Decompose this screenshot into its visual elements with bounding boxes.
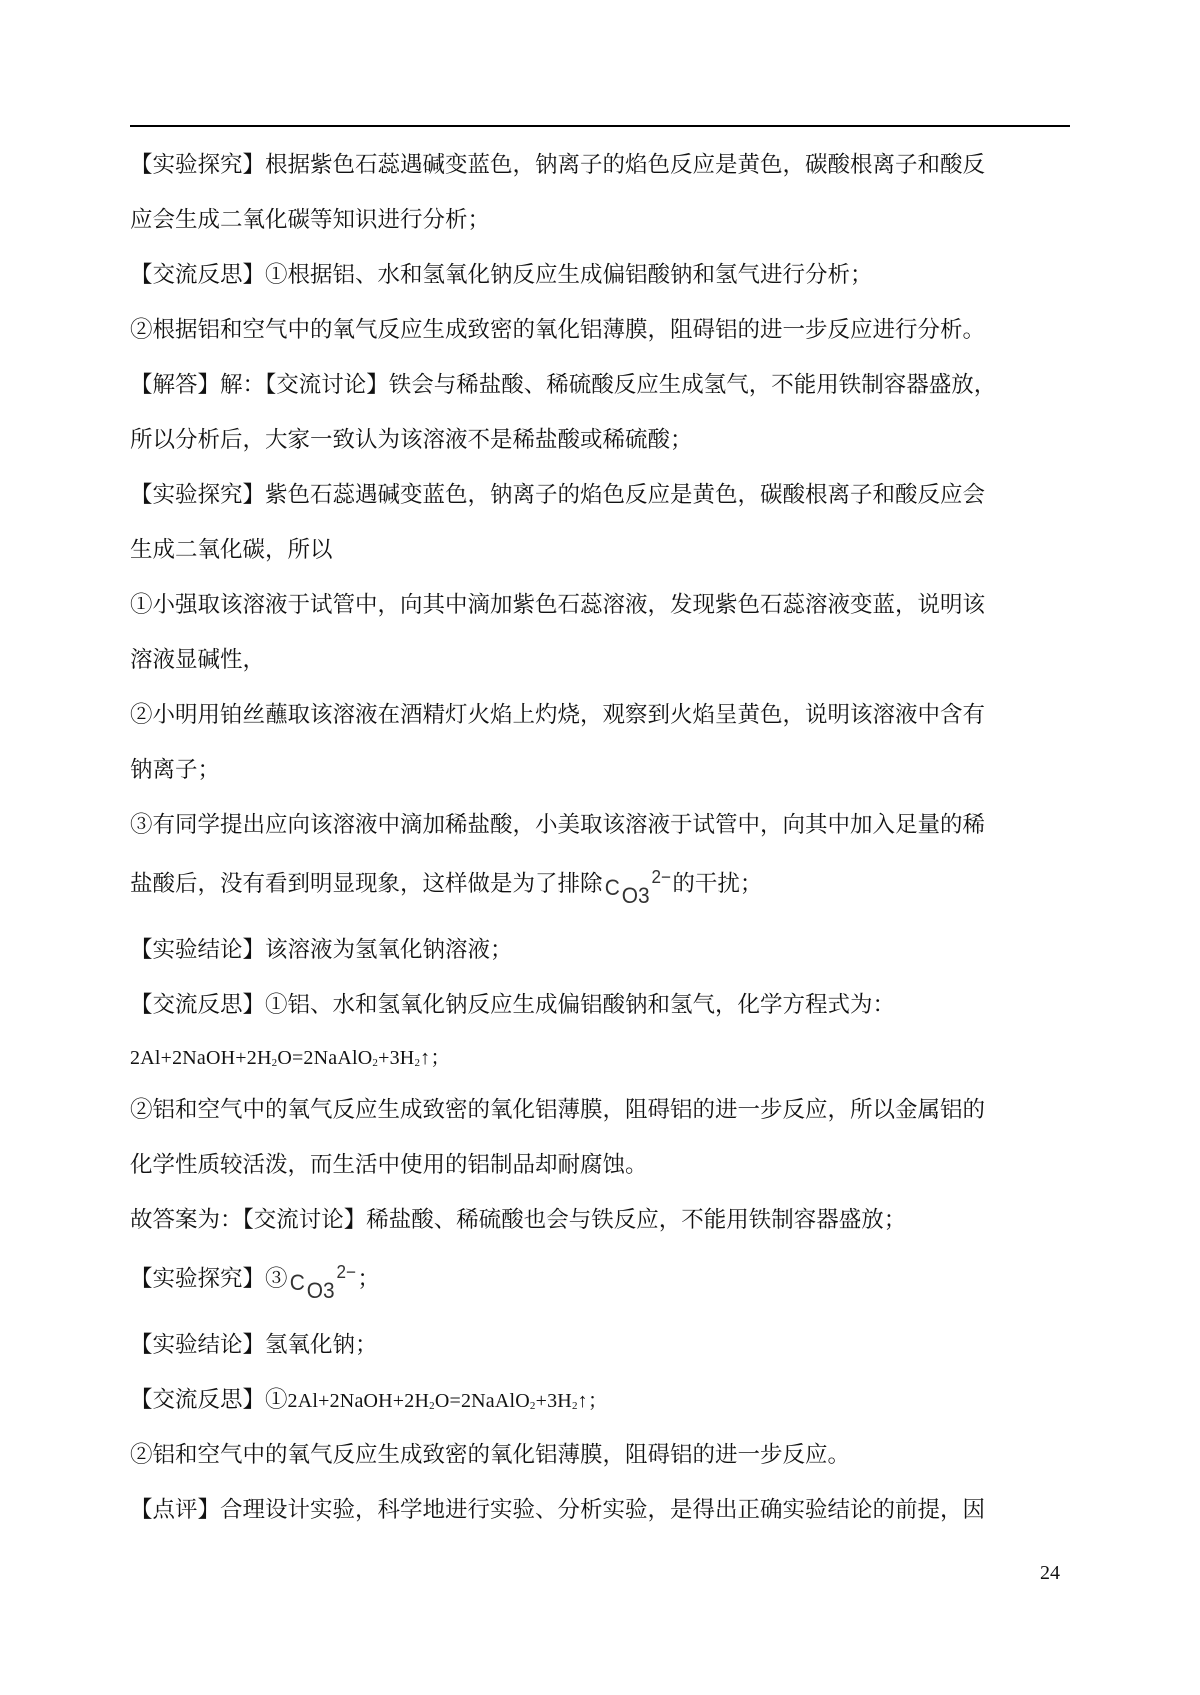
ion-oxygen-count: 3 xyxy=(322,1278,335,1303)
text-line: ②铝和空气中的氧气反应生成致密的氧化铝薄膜，阻碍铝的进一步反应，所以金属铝的 xyxy=(130,1097,986,1123)
text-line-with-ion xyxy=(130,853,1070,923)
text-line: 【实验结论】该溶液为氢氧化钠溶液； xyxy=(130,937,513,963)
text-segment: 【实验探究】③ xyxy=(130,1266,288,1292)
ion-oxygen xyxy=(306,1278,334,1303)
ion-charge: 2− xyxy=(336,1262,356,1282)
equation-part: ↑； xyxy=(577,1390,609,1412)
page-number: 24 xyxy=(1040,1562,1060,1584)
document-body xyxy=(130,138,1070,1538)
text-line: ②铝和空气中的氧气反应生成致密的氧化铝薄膜，阻碍铝的进一步反应。 xyxy=(130,1442,851,1468)
equation-part: O=2NaAlO xyxy=(277,1047,373,1069)
equation-subscript: 2 xyxy=(429,1400,435,1412)
equation-part: O=2NaAlO xyxy=(434,1390,530,1412)
text-line: ②小明用铂丝蘸取该溶液在酒精灯火焰上灼烧，观察到火焰呈黄色，说明该溶液中含有 xyxy=(130,702,986,728)
text-line: 所以分析后，大家一致认为该溶液不是稀盐酸或稀硫酸； xyxy=(130,427,693,453)
equation-part: 2Al+2NaOH+2H xyxy=(130,1047,272,1069)
text-line: 【实验探究】根据紫色石蕊遇碱变蓝色，钠离子的焰色反应是黄色，碳酸根离子和酸反 xyxy=(130,152,986,178)
equation-subscript: 2 xyxy=(571,1400,578,1412)
equation-subscript: 2 xyxy=(271,1057,278,1069)
text-line: ①小强取该溶液于试管中，向其中滴加紫色石蕊溶液，发现紫色石蕊溶液变蓝，说明该 xyxy=(130,592,986,618)
chemical-equation xyxy=(288,1390,609,1412)
equation-subscript: 2 xyxy=(414,1057,421,1069)
text-line: 【点评】合理设计实验，科学地进行实验、分析实验，是得出正确实验结论的前提，因 xyxy=(130,1497,986,1523)
text-line: 应会生成二氧化碳等知识进行分析； xyxy=(130,207,491,233)
text-line-with-ion xyxy=(130,1248,1070,1318)
ion-oxygen-symbol: O xyxy=(306,1278,323,1303)
header-rule xyxy=(130,125,1070,127)
text-line: 【交流反思】①铝、水和氢氧化钠反应生成偏铝酸钠和氢气，化学方程式为： xyxy=(130,992,896,1018)
ion-carbon: C xyxy=(604,875,620,900)
text-line: 故答案为：【交流讨论】稀盐酸、稀硫酸也会与铁反应，不能用铁制容器盛放； xyxy=(130,1207,907,1233)
text-line: 钠离子； xyxy=(130,757,221,783)
text-line: 化学性质较活泼，而生活中使用的铝制品却耐腐蚀。 xyxy=(130,1152,648,1178)
text-line: 溶液显碱性， xyxy=(130,647,266,673)
text-segment: 【交流反思】① xyxy=(130,1387,288,1413)
equation-subscript: 2 xyxy=(372,1057,379,1069)
text-segment: ； xyxy=(357,1266,380,1292)
ion-oxygen xyxy=(621,883,649,908)
text-line: 【解答】解：【交流讨论】铁会与稀盐酸、稀硫酸反应生成氢气，不能用铁制容器盛放， xyxy=(130,372,997,398)
chemical-equation xyxy=(130,1033,1070,1083)
text-line: 【交流反思】①根据铝、水和氢氧化钠反应生成偏铝酸钠和氢气进行分析； xyxy=(130,262,873,288)
equation-part: +3H xyxy=(535,1390,572,1412)
ion-charge: 2− xyxy=(651,867,671,887)
text-line: 【实验结论】氢氧化钠； xyxy=(130,1332,378,1358)
carbonate-ion-formula xyxy=(604,857,670,920)
text-line: ③有同学提出应向该溶液中滴加稀盐酸，小美取该溶液于试管中，向其中加入足量的稀 xyxy=(130,812,986,838)
equation-part: +3H xyxy=(378,1047,415,1069)
text-segment: 盐酸后，没有看到明显现象，这样做是为了排除 xyxy=(130,871,603,897)
equation-part: ↑； xyxy=(420,1047,451,1069)
text-line: 【实验探究】紫色石蕊遇碱变蓝色，钠离子的焰色反应是黄色，碳酸根离子和酸反应会 xyxy=(130,482,986,508)
ion-carbon: C xyxy=(289,1270,305,1295)
text-line: ②根据铝和空气中的氧气反应生成致密的氧化铝薄膜，阻碍铝的进一步反应进行分析。 xyxy=(130,317,986,343)
carbonate-ion-formula xyxy=(289,1252,355,1315)
equation-part: 2Al+2NaOH+2H xyxy=(287,1390,430,1412)
equation-subscript: 2 xyxy=(529,1400,536,1412)
ion-oxygen-symbol: O xyxy=(621,883,638,908)
text-segment: 的干扰； xyxy=(672,871,763,897)
text-line: 生成二氧化碳，所以 xyxy=(130,537,333,563)
ion-oxygen-count: 3 xyxy=(637,883,650,908)
text-line-with-equation xyxy=(130,1373,1070,1428)
